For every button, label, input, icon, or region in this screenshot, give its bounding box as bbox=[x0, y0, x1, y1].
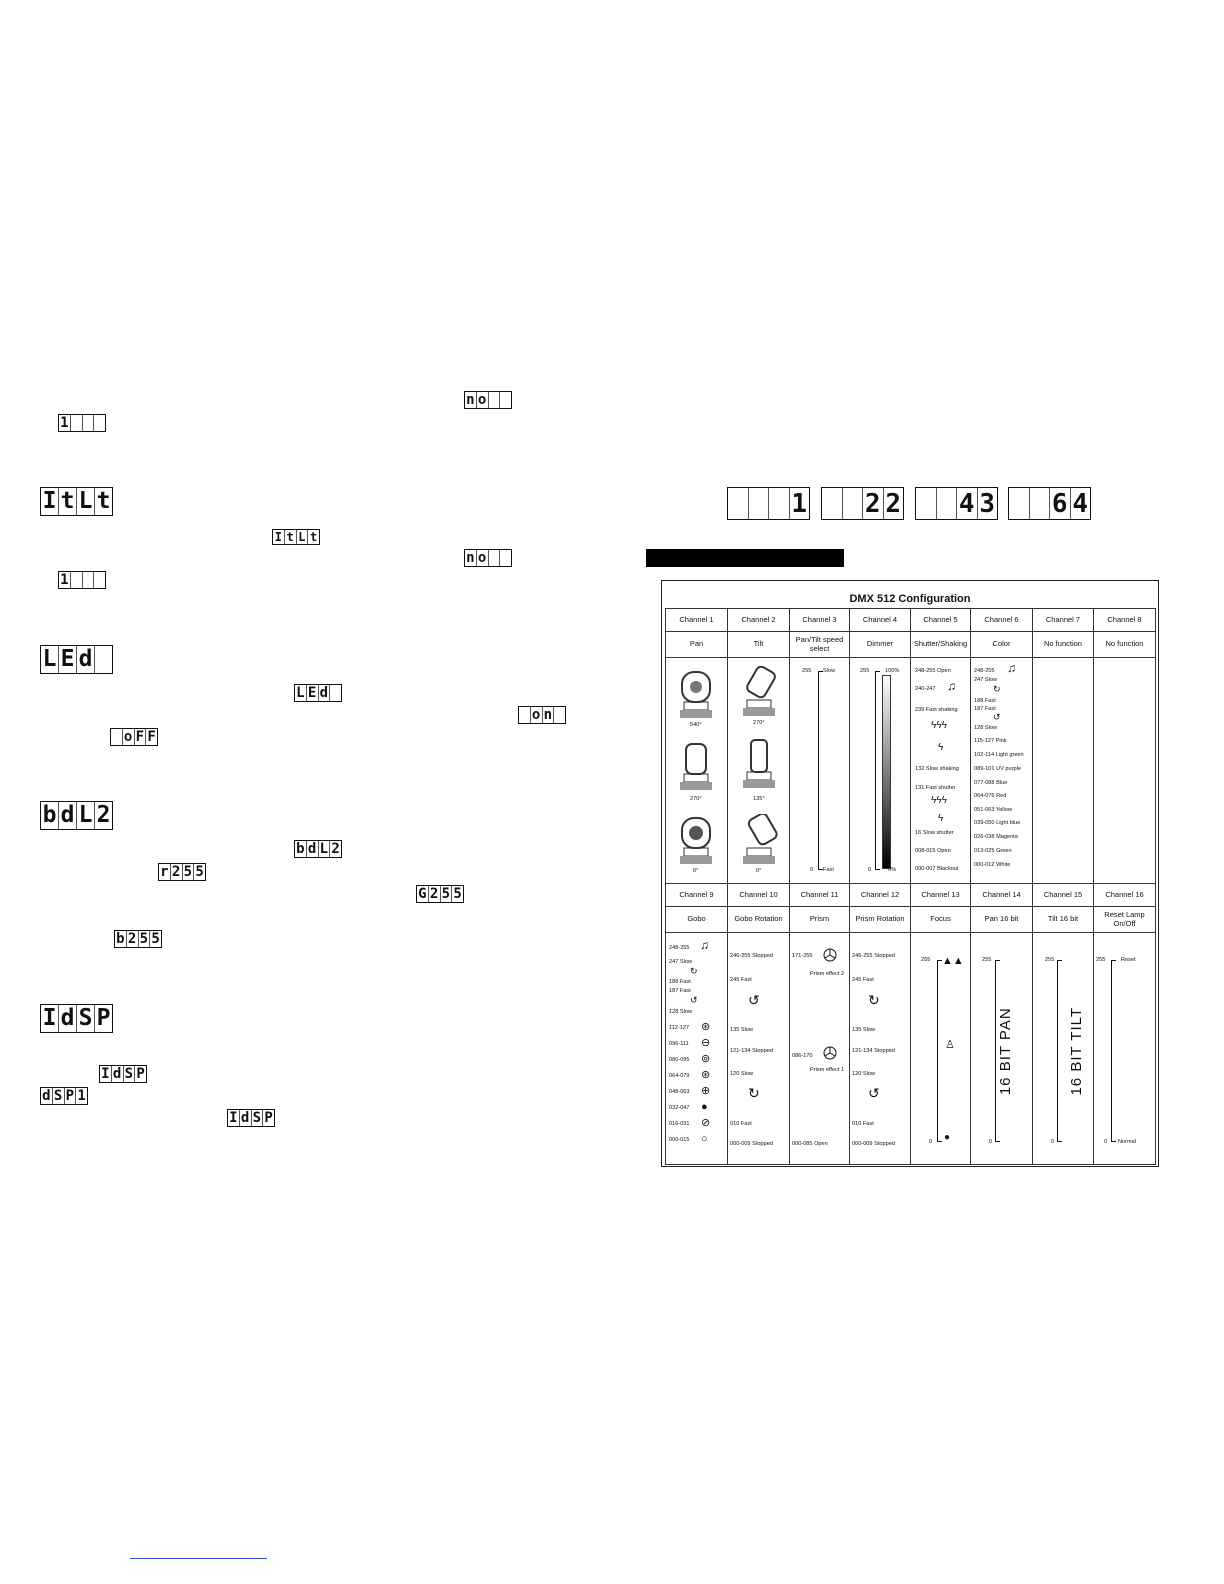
fixture-tilt-0-icon bbox=[739, 814, 779, 866]
lcd-digit: L bbox=[296, 530, 308, 544]
prism-rotation-cell bbox=[850, 933, 911, 1165]
music-note-icon: ♫ bbox=[700, 938, 709, 952]
channel-header: Channel 7 bbox=[1033, 609, 1094, 632]
lcd-digit bbox=[519, 707, 530, 723]
lightning-icon: ϟϟϟ bbox=[931, 795, 947, 806]
lcd-display-idsp-large bbox=[40, 1004, 113, 1033]
reset-bottom-label: Normal bbox=[1118, 1139, 1137, 1145]
lcd-digit bbox=[488, 550, 500, 566]
lcd-digit: P bbox=[94, 1005, 112, 1032]
lcd-digit: d bbox=[318, 685, 330, 701]
channel-function: Gobo Rotation bbox=[728, 907, 790, 933]
lcd-digit: L bbox=[42, 646, 57, 672]
channel-header: Channel 8 bbox=[1094, 609, 1156, 632]
no-function-cell bbox=[1033, 658, 1094, 884]
lcd-display-one bbox=[58, 571, 106, 589]
prism-icon bbox=[823, 1046, 837, 1060]
lcd-digit bbox=[1009, 488, 1029, 519]
tilt-cell bbox=[728, 658, 790, 884]
channel-function: Color bbox=[971, 632, 1033, 658]
gobo-value: 248-255 bbox=[669, 945, 690, 951]
fixture-tilt-270-icon bbox=[739, 666, 779, 718]
gobo-value: 080-095 bbox=[669, 1057, 690, 1063]
rotate-cw-icon: ↻ bbox=[748, 1085, 760, 1101]
gobo-pattern-icon: ⊕ bbox=[701, 1085, 711, 1097]
lcd-digit bbox=[842, 488, 863, 519]
gobo-rotation-value: 010 Fast bbox=[730, 1121, 752, 1127]
lcd-digit: 1 bbox=[789, 488, 810, 519]
gobo-rotation-value: 000-009 Stopped bbox=[730, 1141, 773, 1147]
lcd-display-on bbox=[518, 706, 566, 724]
lcd-digit: P bbox=[64, 1088, 76, 1104]
lcd-digit: n bbox=[466, 392, 475, 408]
lcd-display-r255 bbox=[158, 863, 206, 881]
lcd-digit bbox=[70, 415, 82, 431]
lcd-display-off bbox=[110, 728, 158, 746]
prism-rotation-value: 010 Fast bbox=[852, 1121, 874, 1127]
pan16-label: 16 BIT PAN bbox=[996, 1007, 1014, 1096]
color-value: 115-127 Pink bbox=[974, 738, 1007, 744]
rotate-ccw-icon: ↺ bbox=[868, 1085, 880, 1101]
gobo-value: 032-047 bbox=[669, 1105, 690, 1111]
lcd-digit bbox=[822, 488, 842, 519]
lcd-digit: F bbox=[145, 729, 157, 745]
section-heading-bar bbox=[646, 549, 844, 567]
lcd-digit: d bbox=[76, 646, 94, 673]
color-value: 039-050 Light blue bbox=[974, 820, 1021, 826]
color-value: 248-255 bbox=[974, 668, 995, 674]
lcd-digit bbox=[748, 488, 769, 519]
channel-function: Prism Rotation bbox=[850, 907, 911, 933]
tilt16-bottom-value: 0 bbox=[1051, 1139, 1055, 1145]
gobo-rotation-value: 121-134 Stopped bbox=[730, 1048, 773, 1054]
gobo-pattern-icon: ⊛ bbox=[701, 1021, 711, 1033]
channel-header: Channel 10 bbox=[728, 884, 790, 907]
tilt-angle-0: 0° bbox=[756, 868, 762, 874]
lcd-digit: P bbox=[262, 1110, 274, 1126]
dimmer-top-value: 255 bbox=[860, 668, 870, 674]
lcd-digit bbox=[82, 415, 94, 431]
lcd-display-itlt bbox=[272, 529, 320, 545]
lcd-display-no bbox=[464, 391, 512, 409]
lcd-digit: t bbox=[58, 488, 76, 515]
row-functions-9-16 bbox=[666, 907, 1156, 933]
lcd-digit bbox=[111, 729, 122, 745]
lcd-display-no bbox=[464, 549, 512, 567]
shutter-value: 239 Fast shaking bbox=[915, 707, 958, 713]
tilt16-label: 16 BIT TILT bbox=[1067, 1006, 1085, 1096]
lcd-digit: 4 bbox=[1070, 488, 1091, 519]
prism-icon bbox=[823, 948, 837, 962]
fixture-pan-540-icon bbox=[676, 668, 716, 720]
lcd-digit: E bbox=[306, 685, 318, 701]
channel-function: Pan bbox=[666, 632, 728, 658]
speed-bottom-value: 0 bbox=[810, 867, 814, 873]
speed-cell bbox=[790, 658, 850, 884]
pan-angle-540: 540° bbox=[690, 722, 702, 728]
no-function-cell bbox=[1094, 658, 1156, 884]
lcd-digit: 6 bbox=[1049, 488, 1070, 519]
lcd-digit: 2 bbox=[329, 841, 341, 857]
lcd-digit: I bbox=[101, 1066, 110, 1082]
shutter-value: 248-255 Open bbox=[915, 668, 951, 674]
dimmer-top-label: 100% bbox=[885, 668, 900, 674]
dmx-table-title: DMX 512 Configuration bbox=[849, 593, 971, 605]
lcd-digit: 5 bbox=[138, 931, 150, 947]
gobo-value: 188 Fast bbox=[669, 979, 691, 985]
lcd-display-led-large bbox=[40, 645, 113, 674]
shutter-value: 132 Slow shaking bbox=[915, 766, 959, 772]
prism-value: 086-170 bbox=[792, 1053, 813, 1059]
row-values-9-16 bbox=[666, 933, 1156, 1165]
lcd-digit: t bbox=[307, 530, 319, 544]
lcd-display-bdl2 bbox=[294, 840, 342, 858]
lcd-display-one bbox=[58, 414, 106, 432]
rotate-icon: ↻ bbox=[993, 684, 1001, 694]
lcd-digit: o bbox=[476, 392, 488, 408]
lcd-digit: 1 bbox=[75, 1088, 87, 1104]
lcd-digit bbox=[728, 488, 748, 519]
focus-bottom-value: 0 bbox=[929, 1139, 933, 1145]
channel-header: Channel 15 bbox=[1033, 884, 1094, 907]
gobo-value: 096-111 bbox=[669, 1041, 689, 1047]
lcd-digit: b bbox=[296, 841, 305, 857]
dimmer-cell bbox=[850, 658, 911, 884]
dimmer-bottom-label: 0% bbox=[888, 867, 897, 873]
lcd-digit: 5 bbox=[182, 864, 194, 880]
lcd-digit bbox=[82, 572, 94, 588]
channel-function: Tilt 16 bit bbox=[1033, 907, 1094, 933]
channel-header: Channel 5 bbox=[911, 609, 971, 632]
channel-header: Channel 16 bbox=[1094, 884, 1156, 907]
person-icon: ♙ bbox=[945, 1039, 955, 1051]
lcd-digit bbox=[499, 550, 511, 566]
gobo-rotation-value: 135 Slow bbox=[730, 1027, 754, 1033]
gobo-value: 128 Slow bbox=[669, 1009, 693, 1015]
rotate-ccw-icon: ↺ bbox=[748, 992, 760, 1008]
address-display-43 bbox=[915, 487, 998, 520]
channel-function: Reset Lamp On/Off bbox=[1094, 907, 1156, 933]
lcd-digit: o bbox=[122, 729, 134, 745]
gobo-value: 112-127 bbox=[669, 1025, 690, 1031]
footer-link-underline bbox=[130, 1558, 267, 1559]
lightning-icon: ϟϟϟ bbox=[931, 720, 947, 731]
lcd-digit: d bbox=[42, 1088, 51, 1104]
channel-header: Channel 2 bbox=[728, 609, 790, 632]
lcd-digit: o bbox=[476, 550, 488, 566]
channel-header: Channel 1 bbox=[666, 609, 728, 632]
prism-label: Prism effect 1 bbox=[810, 1067, 845, 1073]
lcd-digit bbox=[329, 685, 341, 701]
pan-cell bbox=[666, 658, 728, 884]
lcd-digit: I bbox=[274, 530, 282, 544]
lcd-digit bbox=[93, 572, 105, 588]
lcd-digit: 2 bbox=[862, 488, 883, 519]
lcd-digit bbox=[553, 707, 565, 723]
lcd-display-idsp bbox=[227, 1109, 275, 1127]
color-value: 247 Slow bbox=[974, 677, 998, 683]
lcd-digit: 3 bbox=[977, 488, 998, 519]
channel-header: Channel 13 bbox=[911, 884, 971, 907]
tilt-angle-135: 135° bbox=[753, 796, 765, 802]
music-note-icon: ♫ bbox=[947, 679, 956, 693]
row-channels-1-8 bbox=[666, 609, 1156, 632]
channel-function: No function bbox=[1094, 632, 1156, 658]
lcd-digit bbox=[94, 646, 112, 673]
lcd-digit: b bbox=[116, 931, 125, 947]
channel-header: Channel 12 bbox=[850, 884, 911, 907]
lcd-digit bbox=[936, 488, 957, 519]
mountain-icon: ▲▲ bbox=[942, 955, 964, 967]
speed-top-value: 255 bbox=[802, 668, 812, 674]
reset-bottom-value: 0 bbox=[1104, 1139, 1108, 1145]
gobo-cell bbox=[666, 933, 728, 1165]
lcd-digit: d bbox=[111, 1066, 123, 1082]
lcd-display-dsp1 bbox=[40, 1087, 88, 1105]
lightning-icon: ϟ bbox=[938, 742, 944, 753]
color-value: 064-076 Red bbox=[974, 793, 1007, 799]
lcd-digit: I bbox=[42, 488, 57, 514]
fixture-pan-270-icon bbox=[676, 740, 716, 792]
channel-function: Pan/Tilt speed select bbox=[790, 632, 850, 658]
lcd-display-led bbox=[294, 684, 342, 702]
lcd-display-g255 bbox=[416, 885, 464, 903]
gobo-value: 048-063 bbox=[669, 1089, 690, 1095]
lcd-digit: o bbox=[530, 707, 542, 723]
lcd-digit: S bbox=[76, 1005, 94, 1032]
lcd-digit: P bbox=[134, 1066, 146, 1082]
color-value: 000-012 White bbox=[974, 862, 1011, 868]
lcd-digit: S bbox=[52, 1088, 64, 1104]
channel-function: Tilt bbox=[728, 632, 790, 658]
fixture-pan-0-icon bbox=[676, 814, 716, 866]
focus-cell bbox=[911, 933, 971, 1165]
lcd-digit bbox=[70, 572, 82, 588]
row-channels-9-16 bbox=[666, 884, 1156, 907]
lcd-digit: 5 bbox=[451, 886, 463, 902]
channel-header: Channel 9 bbox=[666, 884, 728, 907]
lcd-digit bbox=[499, 392, 511, 408]
speed-top-label: Slow bbox=[823, 668, 836, 674]
color-value: 128 Slow bbox=[974, 725, 998, 731]
gobo-rotation-cell bbox=[728, 933, 790, 1165]
prism-rotation-value: 120 Slow bbox=[852, 1071, 876, 1077]
channel-header: Channel 4 bbox=[850, 609, 911, 632]
prism-rotation-value: 135 Slow bbox=[852, 1027, 876, 1033]
tilt16-top-value: 255 bbox=[1045, 957, 1055, 963]
focus-scale-bar bbox=[937, 960, 938, 1142]
color-cell bbox=[971, 658, 1033, 884]
focus-top-value: 255 bbox=[921, 957, 931, 963]
lcd-digit: r bbox=[160, 864, 169, 880]
lcd-digit: S bbox=[251, 1110, 263, 1126]
channel-header: Channel 14 bbox=[971, 884, 1033, 907]
lcd-digit: n bbox=[466, 550, 475, 566]
shutter-value: 008-015 Open bbox=[915, 848, 951, 854]
reset-cell bbox=[1094, 933, 1156, 1165]
row-functions-1-8 bbox=[666, 632, 1156, 658]
address-display-22 bbox=[821, 487, 904, 520]
reset-scale-bar bbox=[1111, 960, 1112, 1142]
gobo-pattern-icon: ⊛ bbox=[701, 1069, 711, 1081]
speed-scale-bar bbox=[818, 671, 819, 870]
dmx-configuration-table bbox=[661, 580, 1159, 1167]
lcd-digit: 5 bbox=[440, 886, 452, 902]
lcd-digit: 5 bbox=[149, 931, 161, 947]
tilt16-scale-bar bbox=[1057, 960, 1058, 1142]
channel-function: Prism bbox=[790, 907, 850, 933]
dimmer-gradient bbox=[882, 675, 891, 869]
lcd-digit bbox=[768, 488, 789, 519]
dimmer-bottom-value: 0 bbox=[868, 867, 872, 873]
lcd-display-b255 bbox=[114, 930, 162, 948]
gobo-value: 247 Slow bbox=[669, 959, 693, 965]
gobo-pattern-icon: ⊚ bbox=[701, 1053, 711, 1065]
lcd-digit: G bbox=[418, 886, 427, 902]
lcd-digit: L bbox=[76, 488, 94, 515]
shutter-value: 131 Fast shutter bbox=[915, 785, 956, 791]
color-value: 187 Fast bbox=[974, 706, 996, 712]
lcd-digit: E bbox=[58, 646, 76, 673]
lcd-digit: 1 bbox=[60, 572, 69, 588]
lcd-digit: 2 bbox=[883, 488, 904, 519]
lcd-digit: 5 bbox=[193, 864, 205, 880]
shutter-value: 16 Slow shutter bbox=[915, 830, 954, 836]
reset-top-label: Reset bbox=[1121, 957, 1136, 963]
gobo-value: 000-015 bbox=[669, 1137, 690, 1143]
prism-rotation-value: 121-134 Stopped bbox=[852, 1048, 895, 1054]
lcd-digit: 1 bbox=[60, 415, 69, 431]
pan16-top-value: 255 bbox=[982, 957, 992, 963]
tilt-angle-270: 270° bbox=[753, 720, 765, 726]
pan-angle-270: 270° bbox=[690, 796, 702, 802]
color-value: 013-025 Green bbox=[974, 848, 1012, 854]
color-value: 102-114 Light green bbox=[974, 752, 1024, 758]
prism-rotation-value: 000-009 Stopped bbox=[852, 1141, 895, 1147]
lcd-digit: 2 bbox=[428, 886, 440, 902]
dimmer-scale-bar bbox=[875, 671, 876, 870]
lcd-digit: 4 bbox=[956, 488, 977, 519]
lightning-icon: ϟ bbox=[938, 813, 944, 824]
gobo-rotation-value: 120 Slow bbox=[730, 1071, 754, 1077]
lcd-digit: F bbox=[134, 729, 146, 745]
rotate-icon: ↻ bbox=[690, 966, 698, 976]
lcd-digit: t bbox=[284, 530, 296, 544]
gobo-pattern-icon: ⊖ bbox=[701, 1037, 711, 1049]
lcd-digit: 2 bbox=[170, 864, 182, 880]
lcd-display-bdl2-large bbox=[40, 801, 113, 830]
lcd-digit bbox=[93, 415, 105, 431]
address-display-64 bbox=[1008, 487, 1091, 520]
shutter-cell bbox=[911, 658, 971, 884]
lcd-digit: d bbox=[58, 1005, 76, 1032]
prism-cell bbox=[790, 933, 850, 1165]
music-note-icon: ♫ bbox=[1007, 661, 1016, 675]
lcd-digit: S bbox=[123, 1066, 135, 1082]
tilt16-cell bbox=[1033, 933, 1094, 1165]
prism-label: Prism effect 2 bbox=[810, 971, 845, 977]
lcd-digit bbox=[916, 488, 936, 519]
lcd-digit: d bbox=[239, 1110, 251, 1126]
lcd-digit: L bbox=[76, 802, 94, 829]
pan16-cell bbox=[971, 933, 1033, 1165]
lcd-digit: n bbox=[542, 707, 554, 723]
person-icon: ● bbox=[944, 1132, 951, 1143]
lcd-digit: b bbox=[42, 802, 57, 828]
color-value: 077-088 Blue bbox=[974, 780, 1008, 786]
fixture-tilt-135-icon bbox=[739, 738, 779, 790]
channel-function: Shutter/Shaking bbox=[911, 632, 971, 658]
lcd-digit: 2 bbox=[126, 931, 138, 947]
lcd-display-itlt-large bbox=[40, 487, 113, 516]
channel-function: Pan 16 bit bbox=[971, 907, 1033, 933]
lcd-digit: I bbox=[229, 1110, 238, 1126]
address-display-1 bbox=[727, 487, 810, 520]
color-value: 089-101 UV purple bbox=[974, 766, 1021, 772]
channel-function: Dimmer bbox=[850, 632, 911, 658]
lcd-digit: d bbox=[58, 802, 76, 829]
lcd-digit: I bbox=[42, 1005, 57, 1031]
prism-value: 171-255 bbox=[792, 953, 813, 959]
gobo-value: 016-031 bbox=[669, 1121, 690, 1127]
speed-bottom-label: Fast bbox=[823, 867, 834, 873]
channel-header: Channel 3 bbox=[790, 609, 850, 632]
gobo-rotation-value: 246-255 Stopped bbox=[730, 953, 773, 959]
gobo-rotation-value: 245 Fast bbox=[730, 977, 752, 983]
prism-value: 000-085 Open bbox=[792, 1141, 828, 1147]
channel-header: Channel 11 bbox=[790, 884, 850, 907]
pan16-bottom-value: 0 bbox=[989, 1139, 993, 1145]
shutter-value: 000-007 Blackout bbox=[915, 866, 959, 872]
lcd-digit: t bbox=[94, 488, 112, 515]
lcd-digit bbox=[488, 392, 500, 408]
channel-function: Focus bbox=[911, 907, 971, 933]
pan-angle-0: 0° bbox=[693, 868, 699, 874]
color-value: 188 Fast bbox=[974, 698, 996, 704]
lcd-digit: 2 bbox=[94, 802, 112, 829]
gobo-pattern-icon: ○ bbox=[701, 1133, 708, 1145]
rotate-cw-icon: ↻ bbox=[868, 992, 880, 1008]
rotate-icon: ↺ bbox=[690, 995, 698, 1005]
color-value: 026-038 Magenta bbox=[974, 834, 1018, 840]
channel-function: No function bbox=[1033, 632, 1094, 658]
gobo-pattern-icon: ● bbox=[701, 1101, 708, 1113]
channel-header: Channel 6 bbox=[971, 609, 1033, 632]
channel-function: Gobo bbox=[666, 907, 728, 933]
gobo-value: 187 Fast bbox=[669, 988, 691, 994]
lcd-digit: L bbox=[318, 841, 330, 857]
rotate-icon: ↺ bbox=[993, 712, 1001, 722]
gobo-value: 064-079 bbox=[669, 1073, 690, 1079]
color-value: 051-063 Yellow bbox=[974, 807, 1012, 813]
lcd-digit bbox=[1029, 488, 1050, 519]
lcd-digit: d bbox=[306, 841, 318, 857]
dmx-grid bbox=[665, 608, 1156, 1165]
lcd-digit: L bbox=[296, 685, 305, 701]
row-values-1-8 bbox=[666, 658, 1156, 884]
shutter-value: 240-247 bbox=[915, 686, 936, 692]
prism-rotation-value: 245 Fast bbox=[852, 977, 874, 983]
reset-top-value: 255 bbox=[1096, 957, 1106, 963]
prism-rotation-value: 246-255 Stopped bbox=[852, 953, 895, 959]
gobo-pattern-icon: ⊘ bbox=[701, 1117, 711, 1129]
lcd-display-idsp bbox=[99, 1065, 147, 1083]
